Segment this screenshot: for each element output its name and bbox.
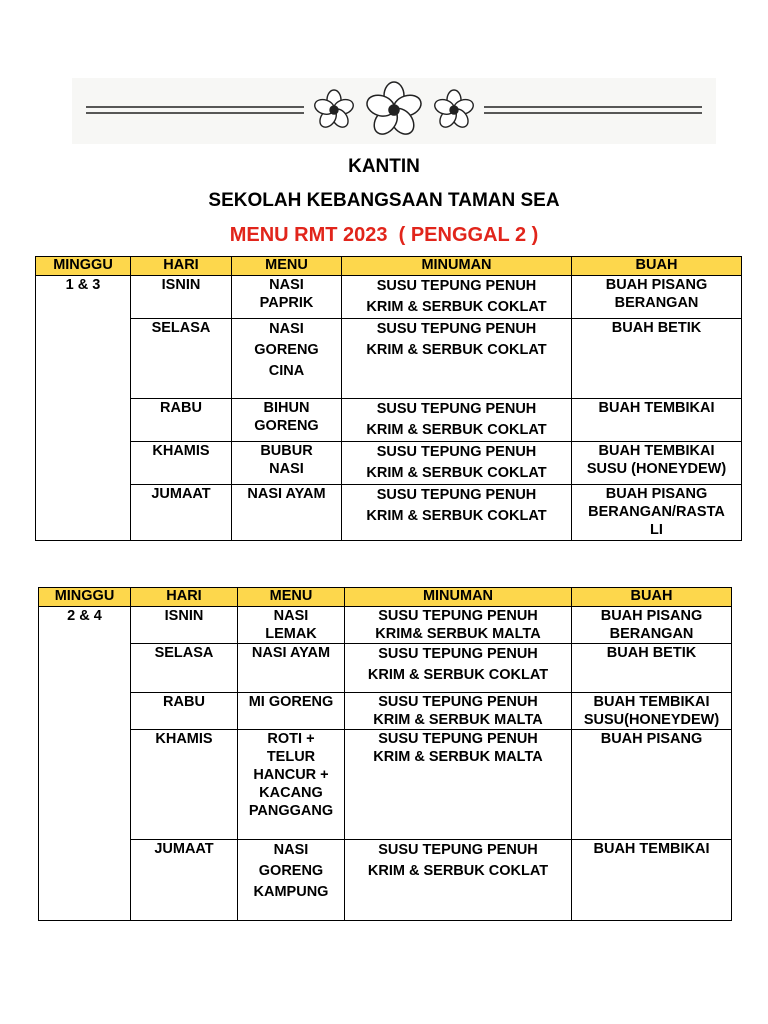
drink-label: SUSU TEPUNG PENUH KRIM & SERBUK COKLAT — [366, 401, 547, 438]
day-cell — [131, 693, 238, 730]
table-row — [36, 442, 742, 485]
drink-cell — [345, 840, 572, 921]
day-label: RABU — [160, 400, 202, 416]
fruit-cell — [572, 607, 732, 644]
day-label: ISNIN — [161, 277, 201, 293]
day-label: JUMAAT — [154, 841, 214, 857]
menu-label: ROTI + TELUR HANCUR + KACANG PANGGANG — [248, 731, 334, 819]
table-row — [36, 276, 742, 319]
day-label: SELASA — [151, 320, 211, 336]
col-header-minggu: MINGGU — [39, 588, 131, 607]
school-name: SEKOLAH KEBANGSAAN TAMAN SEA — [208, 190, 560, 211]
drink-cell — [342, 399, 572, 442]
menu-cell — [238, 644, 345, 693]
fruit-cell — [572, 399, 742, 442]
day-cell — [131, 840, 238, 921]
day-cell — [131, 399, 232, 442]
canteen-heading: KANTIN — [348, 156, 420, 177]
drink-cell — [345, 693, 572, 730]
col-header-minuman: MINUMAN — [345, 588, 572, 607]
table-row — [36, 399, 742, 442]
menu-cell — [238, 840, 345, 921]
menu-label: NASI AYAM — [247, 486, 326, 502]
drink-cell — [345, 644, 572, 693]
week-label: 1 & 3 — [65, 277, 101, 293]
col-header-minuman: MINUMAN — [342, 257, 572, 276]
fruit-label: BUAH PISANG BERANGAN/RASTA LI — [588, 486, 725, 538]
week-label: 2 & 4 — [67, 608, 102, 624]
drink-cell — [342, 276, 572, 319]
flower-divider-banner — [72, 78, 716, 144]
col-header-buah: BUAH — [572, 257, 742, 276]
col-header-menu: MENU — [238, 588, 345, 607]
drink-label: SUSU TEPUNG PENUH KRIM & SERBUK COKLAT — [367, 842, 549, 879]
fruit-label: BUAH TEMBIKAI SUSU (HONEYDEW) — [586, 443, 727, 477]
fruit-label: BUAH BETIK — [606, 645, 697, 661]
fruit-cell — [572, 276, 742, 319]
drink-cell — [342, 485, 572, 541]
week-cell — [39, 607, 131, 921]
menu-cell — [238, 730, 345, 840]
table-row — [39, 644, 732, 693]
drink-cell — [342, 442, 572, 485]
menu-cell — [232, 276, 342, 319]
drink-label: SUSU TEPUNG PENUH KRIM & SERBUK COKLAT — [367, 646, 549, 683]
fruit-cell — [572, 319, 742, 399]
drink-cell — [345, 730, 572, 840]
fruit-label: BUAH PISANG BERANGAN — [605, 277, 708, 311]
table-row — [36, 319, 742, 399]
drink-label: SUSU TEPUNG PENUH KRIM & SERBUK COKLAT — [366, 487, 547, 524]
col-header-menu: MENU — [232, 257, 342, 276]
day-cell — [131, 730, 238, 840]
fruit-label: BUAH TEMBIKAI SUSU(HONEYDEW) — [583, 694, 720, 728]
flower-center-icon — [364, 82, 423, 139]
menu-cell — [232, 442, 342, 485]
col-header-hari: HARI — [131, 588, 238, 607]
fruit-label: BUAH PISANG BERANGAN — [600, 608, 703, 642]
fruit-label: BUAH TEMBIKAI — [593, 841, 710, 857]
menu-title: MENU RMT 2023 ( PENGGAL 2 ) — [229, 224, 539, 246]
menu-label: NASI AYAM — [251, 645, 331, 661]
day-label: SELASA — [154, 645, 214, 661]
day-cell — [131, 644, 238, 693]
col-header-buah: BUAH — [572, 588, 732, 607]
drink-label: SUSU TEPUNG PENUH KRIM & SERBUK COKLAT — [366, 444, 547, 481]
day-label: KHAMIS — [152, 443, 210, 459]
fruit-cell — [572, 644, 732, 693]
flower-left-icon — [313, 90, 355, 130]
fruit-cell — [572, 485, 742, 541]
menu-label: BUBUR NASI — [260, 443, 313, 477]
table-header-row — [39, 588, 732, 607]
drink-label: SUSU TEPUNG PENUH KRIM & SERBUK MALTA — [373, 731, 543, 765]
menu-cell — [238, 693, 345, 730]
flower-right-icon — [433, 90, 475, 130]
drink-cell — [345, 607, 572, 644]
menu-label: NASI GORENG KAMPUNG — [253, 842, 329, 900]
col-header-minggu: MINGGU — [36, 257, 131, 276]
day-label: ISNIN — [164, 608, 204, 624]
table-row — [39, 840, 732, 921]
day-cell — [131, 607, 238, 644]
menu-table-week-2-4 — [38, 587, 732, 921]
col-header-hari: HARI — [131, 257, 232, 276]
menu-cell — [232, 399, 342, 442]
fruit-label: BUAH PISANG — [600, 731, 703, 747]
flower-divider-icon — [72, 78, 716, 144]
fruit-cell — [572, 693, 732, 730]
drink-label: SUSU TEPUNG PENUH KRIM& SERBUK MALTA — [375, 608, 541, 642]
table-header-row — [36, 257, 742, 276]
drink-label: SUSU TEPUNG PENUH KRIM & SERBUK COKLAT — [366, 278, 547, 315]
table-row — [39, 693, 732, 730]
menu-label: NASI LEMAK — [265, 608, 317, 642]
fruit-cell — [572, 730, 732, 840]
menu-cell — [238, 607, 345, 644]
menu-label: BIHUN GORENG — [254, 400, 319, 434]
menu-cell — [232, 319, 342, 399]
fruit-cell — [572, 840, 732, 921]
table-row — [39, 730, 732, 840]
day-cell — [131, 319, 232, 399]
drink-label: SUSU TEPUNG PENUH KRIM & SERBUK MALTA — [373, 694, 543, 728]
menu-cell — [232, 485, 342, 541]
menu-label: MI GORENG — [248, 694, 334, 710]
table-row — [36, 485, 742, 541]
menu-label: NASI GORENG CINA — [254, 321, 319, 379]
week-cell — [36, 276, 131, 541]
drink-label: SUSU TEPUNG PENUH KRIM & SERBUK COKLAT — [366, 321, 547, 358]
drink-cell — [342, 319, 572, 399]
day-cell — [131, 276, 232, 319]
fruit-label: BUAH BETIK — [611, 320, 702, 336]
day-cell — [131, 442, 232, 485]
fruit-label: BUAH TEMBIKAI — [598, 400, 715, 416]
day-label: KHAMIS — [155, 731, 213, 747]
day-label: RABU — [163, 694, 205, 710]
day-cell — [131, 485, 232, 541]
day-label: JUMAAT — [151, 486, 211, 502]
menu-table-week-1-3 — [35, 256, 742, 541]
menu-label: NASI PAPRIK — [259, 277, 314, 311]
table-row — [39, 607, 732, 644]
fruit-cell — [572, 442, 742, 485]
